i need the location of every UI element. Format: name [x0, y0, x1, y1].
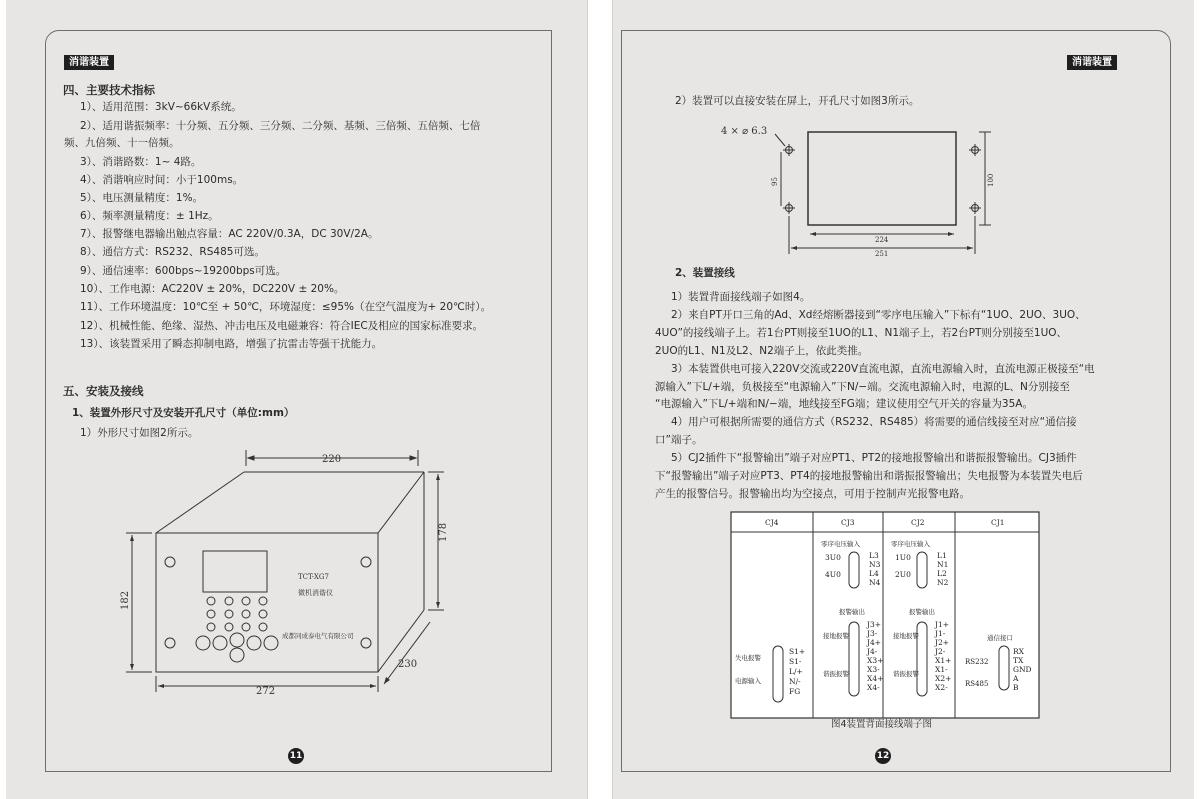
cj2-1u0: 1U0 — [895, 553, 911, 562]
cj3-al-term: X3+ — [867, 656, 884, 665]
cj3-al-term: J3+ — [867, 620, 882, 629]
spec-item: 2）、适用谐振频率：十分频、五分频、三分频、二分频、基频、三倍频、五倍频、七倍 — [80, 120, 481, 132]
dim-251: 251 — [875, 250, 889, 258]
device-model: TCT-XG7 — [298, 573, 329, 581]
cj4-term: S1- — [789, 657, 802, 666]
cj2-ground-alarm: 接地报警 — [893, 632, 919, 640]
wiring-line: “电源输入”下L/+端和N/−端，地线接至FG端；建议使用空气开关的容量为35A。 — [655, 398, 1033, 410]
header-tag: 消谐装置 — [64, 55, 114, 70]
right-page — [612, 0, 1194, 799]
cj1-term: B — [1013, 683, 1019, 692]
dim-bottom: 272 — [256, 686, 276, 697]
spec-item: 7）、报警继电器输出触点容量：AC 220V/0.3A，DC 30V/2A。 — [80, 228, 379, 240]
device-name: 微机消谐仪 — [298, 589, 333, 597]
dim-top: 220 — [322, 454, 342, 465]
cj3-al-term: X3- — [867, 665, 880, 674]
terminal-diagram — [613, 508, 1194, 728]
cj3-zs-term: L3 — [869, 551, 879, 560]
wiring-line: 下“报警输出”端子对应PT3、PT4的接地报警输出和谐振报警输出；失电报警为本装置失电后 — [655, 470, 1083, 482]
cj3-al-term: J4+ — [867, 638, 882, 647]
spec-item: 4）、消谐响应时间：小于100ms。 — [80, 174, 244, 186]
cj1-term: GND — [1013, 665, 1032, 674]
cj4-term: L/+ — [789, 667, 803, 676]
spec-item: 3）、消谐路数：1~ 4路。 — [80, 156, 202, 168]
cj2-al-term: X1+ — [935, 656, 952, 665]
cj3-al-term: X4+ — [867, 674, 884, 683]
dim-224: 224 — [875, 236, 889, 244]
spec-item: 5）、电压测量精度：1%。 — [80, 192, 204, 204]
spec-item: 10）、工作电源：AC220V ± 20%，DC220V ± 20%。 — [80, 283, 345, 295]
holes-label: 4 × ⌀ 6.3 — [721, 126, 768, 137]
device-maker: 成都同成泰电气有限公司 — [282, 632, 354, 640]
cj1-rs485: RS485 — [965, 680, 989, 688]
cj2-zs-term: N2 — [937, 578, 949, 587]
cj2-al-term: X2- — [935, 683, 948, 692]
cj2-al-term: J1- — [935, 629, 946, 638]
cj1-rs232: RS232 — [965, 658, 989, 666]
col-cj2: CJ2 — [911, 518, 925, 527]
section4-heading: 四、主要技术指标 — [63, 83, 155, 97]
cj4-term: N/- — [789, 677, 801, 686]
cj1-comm-label: 通信接口 — [987, 634, 1013, 642]
spec-item: 12）、机械性能、绝缘、湿热、冲击电压及电磁兼容：符合IEC及相应的国家标准要求。 — [80, 320, 484, 332]
cj4-power-in: 电源输入 — [735, 677, 761, 685]
cj3-zs-term: N3 — [869, 560, 881, 569]
left-page — [6, 0, 588, 799]
dim-95: 95 — [771, 177, 779, 186]
cj2-zero-seq-label: 零序电压输入 — [891, 540, 930, 548]
section5-heading: 五、安装及接线 — [63, 384, 144, 398]
cj3-zs-term: N4 — [869, 578, 881, 587]
cj3-al-term: J4- — [867, 647, 878, 656]
cj3-al-term: X4- — [867, 683, 880, 692]
spec-item: 11）、工作环境温度：10℃至 + 50℃，环境湿度：≤95%（在空气温度为+ 20℃时）。 — [80, 301, 492, 313]
cj4-power-loss: 失电报警 — [735, 654, 761, 662]
device-outline-drawing — [6, 440, 588, 760]
cj2-zs-term: N1 — [937, 560, 949, 569]
fig3-intro: 2）装置可以直接安装在屏上，开孔尺寸如图3所示。 — [675, 95, 920, 107]
cj2-al-term: X2+ — [935, 674, 952, 683]
cj2-2u0: 2U0 — [895, 570, 911, 579]
col-cj1: CJ1 — [991, 518, 1005, 527]
fig4-caption: 图4装置背面接线端子图 — [831, 719, 933, 730]
cj4-term: FG — [789, 687, 801, 696]
wiring-line: 4UO”的接线端子上。若1台PT则接至1UO的L1、N1端子上，若2台PT则分别接至1UO、 — [655, 327, 1068, 339]
wiring-line: 3）本装置供电可接入220V交流或220V直流电源，直流电源输入时，直流电源正极接至“电 — [671, 363, 1095, 375]
subsection2-heading: 2、装置接线 — [675, 267, 735, 279]
wiring-line: 5）CJ2插件下“报警输出”端子对应PT1、PT2的接地报警输出和谐振报警输出。CJ3插件 — [671, 452, 1077, 464]
wiring-line: 产生的报警信号。报警输出均为空接点，可用于控制声光报警电路。 — [655, 488, 970, 500]
wiring-line: 2UO的L1、N1及L2、N2端子上，依此类推。 — [655, 345, 869, 357]
cj2-zs-term: L1 — [937, 551, 947, 560]
wiring-line: 源输入”下L/+端，负极接至“电源输入”下N/−端。交流电源输入时，电源的L、N分别接至 — [655, 381, 1070, 393]
header-tag: 消谐装置 — [1067, 55, 1117, 70]
cj2-reso-alarm: 谐振报警 — [893, 670, 919, 678]
subsection1-heading: 1、装置外形尺寸及安装开孔尺寸（单位:mm） — [72, 407, 295, 419]
cj3-4u0: 4U0 — [825, 570, 841, 579]
dim-100: 100 — [987, 173, 995, 187]
spec-item: 6）、频率测量精度：± 1Hz。 — [80, 210, 219, 222]
cj3-3u0: 3U0 — [825, 553, 841, 562]
spec-item: 13）、该装置采用了瞬态抑制电路，增强了抗雷击等强干扰能力。 — [80, 338, 383, 350]
col-cj3: CJ3 — [841, 518, 855, 527]
wiring-line: 4）用户可根据所需要的通信方式（RS232、RS485）将需要的通信线接至对应“通信接 — [671, 416, 1077, 428]
page-number: 12 — [875, 748, 891, 764]
cj2-al-term: J2- — [935, 647, 946, 656]
cj3-al-term: J3- — [867, 629, 878, 638]
cj2-al-term: J2+ — [935, 638, 950, 647]
cj3-ground-alarm: 接地报警 — [823, 632, 849, 640]
cj2-zs-term: L2 — [937, 569, 947, 578]
dim-depth: 230 — [398, 659, 418, 670]
fig2-intro: 1）外形尺寸如图2所示。 — [80, 427, 199, 439]
cj2-alarm-out-label: 报警输出 — [909, 608, 935, 616]
cj2-al-term: J1+ — [935, 620, 950, 629]
dim-right: 178 — [438, 522, 449, 542]
wiring-line: 1）装置背面接线端子如图4。 — [671, 291, 811, 303]
cj2-al-term: X1- — [935, 665, 948, 674]
cj3-alarm-out-label: 报警输出 — [839, 608, 865, 616]
cutout-drawing — [613, 112, 1194, 262]
cj3-reso-alarm: 谐振报警 — [823, 670, 849, 678]
page-number: 11 — [288, 748, 304, 764]
col-cj4: CJ4 — [765, 518, 779, 527]
spec-item: 8）、通信方式：RS232、RS485可选。 — [80, 246, 265, 258]
cj1-term: RX — [1013, 647, 1024, 656]
cj1-term: A — [1013, 674, 1019, 683]
dim-left: 182 — [120, 590, 131, 610]
wiring-line: 口”端子。 — [655, 434, 703, 446]
spec-item: 1）、适用范围：3kV~66kV系统。 — [80, 101, 242, 113]
spec-item: 频、九倍频、十一倍频。 — [64, 137, 180, 149]
cj1-term: TX — [1013, 656, 1024, 665]
wiring-line: 2）来自PT开口三角的Ad、Xd经熔断器接到“零序电压输入”下标有“1UO、2UO、3UO、 — [671, 309, 1086, 321]
cj3-zs-term: L4 — [869, 569, 879, 578]
spec-item: 9）、通信速率：600bps~19200bps可选。 — [80, 265, 287, 277]
cj3-zero-seq-label: 零序电压输入 — [821, 540, 860, 548]
cj4-term: S1+ — [789, 647, 806, 656]
